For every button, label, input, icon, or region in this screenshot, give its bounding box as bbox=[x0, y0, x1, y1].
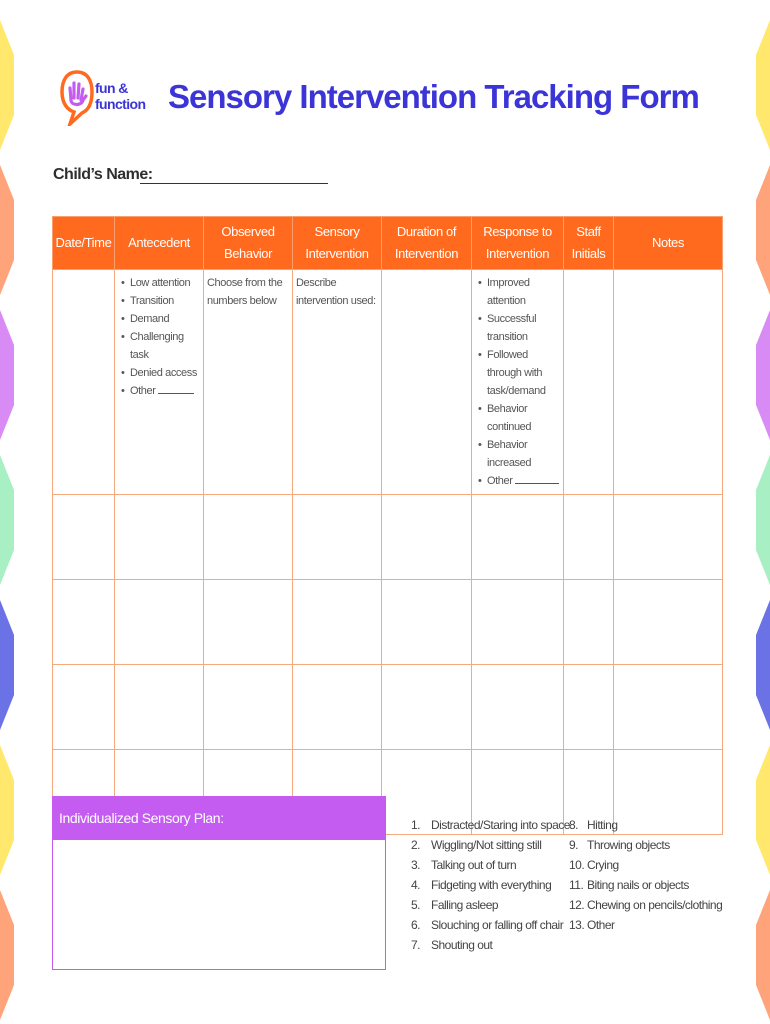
behavior-list-right bbox=[569, 815, 722, 935]
observed-hint: Choose from the numbers below bbox=[207, 277, 283, 307]
cell-response[interactable] bbox=[472, 495, 564, 580]
sensory-plan-box bbox=[52, 796, 386, 970]
header-observed-behavior: Observed Behavior bbox=[204, 217, 293, 270]
edge-chevron bbox=[756, 20, 770, 150]
list-item-other: • Other bbox=[121, 382, 200, 400]
cell-observed-behavior[interactable] bbox=[204, 665, 293, 750]
cell-notes[interactable] bbox=[614, 665, 723, 750]
cell-sensory-intervention[interactable] bbox=[293, 495, 382, 580]
edge-chevron bbox=[756, 890, 770, 1020]
response-options bbox=[475, 274, 560, 490]
cell-duration[interactable] bbox=[382, 495, 472, 580]
antecedent-options bbox=[118, 274, 200, 400]
list-item: 1. Distracted/Staring into space bbox=[411, 818, 570, 832]
page-title: Sensory Intervention Tracking Form bbox=[168, 78, 699, 115]
edge-chevron bbox=[756, 745, 770, 875]
cell-date-time[interactable] bbox=[53, 665, 115, 750]
cell-sensory-intervention[interactable] bbox=[293, 580, 382, 665]
logo-text bbox=[95, 80, 145, 112]
list-item: 8. Hitting bbox=[569, 818, 618, 832]
left-edge-decoration bbox=[0, 0, 16, 1024]
table-header-row bbox=[53, 217, 723, 270]
list-item: • Challenging task bbox=[121, 328, 200, 364]
cell-duration[interactable] bbox=[382, 665, 472, 750]
edge-chevron bbox=[0, 455, 14, 585]
sensory-hint: Describe intervention used: bbox=[296, 277, 376, 307]
edge-chevron bbox=[756, 600, 770, 730]
list-item: • Followed through with task/demand bbox=[478, 346, 560, 400]
list-item: • Behavior increased bbox=[478, 436, 560, 472]
cell-duration[interactable] bbox=[382, 580, 472, 665]
list-item: • Low attention bbox=[121, 274, 200, 292]
header-staff-initials: Staff Initials bbox=[564, 217, 614, 270]
list-item: 13. Other bbox=[569, 918, 615, 932]
list-item: • Behavior continued bbox=[478, 400, 560, 436]
cell-antecedent[interactable] bbox=[115, 665, 204, 750]
edge-chevron bbox=[756, 455, 770, 585]
edge-chevron bbox=[0, 600, 14, 730]
list-item: 3. Talking out of turn bbox=[411, 858, 517, 872]
fun-and-function-logo bbox=[60, 70, 150, 126]
list-item: 12. Chewing on pencils/clothing bbox=[569, 898, 723, 912]
table-row bbox=[53, 580, 723, 665]
cell-staff-initials[interactable] bbox=[564, 495, 614, 580]
cell-notes[interactable] bbox=[614, 270, 723, 495]
edge-chevron bbox=[0, 165, 14, 295]
cell-observed-behavior[interactable] bbox=[204, 580, 293, 665]
cell-antecedent[interactable] bbox=[115, 270, 204, 495]
cell-staff-initials[interactable] bbox=[564, 580, 614, 665]
behavior-list-left bbox=[411, 815, 570, 955]
cell-date-time[interactable] bbox=[53, 495, 115, 580]
list-item: 11. Biting nails or objects bbox=[569, 878, 689, 892]
child-name-field[interactable] bbox=[140, 183, 328, 184]
cell-antecedent[interactable] bbox=[115, 495, 204, 580]
header-response: Response to Intervention bbox=[472, 217, 564, 270]
header-notes: Notes bbox=[614, 217, 723, 270]
list-item: 6. Slouching or falling off chair bbox=[411, 918, 564, 932]
logo-line-1: fun & bbox=[95, 80, 128, 96]
edge-chevron bbox=[0, 890, 14, 1020]
list-item: 4. Fidgeting with everything bbox=[411, 878, 552, 892]
cell-sensory-intervention[interactable] bbox=[293, 270, 382, 495]
cell-antecedent[interactable] bbox=[115, 580, 204, 665]
edge-chevron bbox=[756, 165, 770, 295]
other-blank[interactable] bbox=[515, 473, 559, 484]
header-antecedent: Antecedent bbox=[115, 217, 204, 270]
child-name-label: Child’s Name: bbox=[53, 166, 153, 183]
sensory-plan-label: Individualized Sensory Plan: bbox=[53, 797, 385, 839]
cell-observed-behavior[interactable] bbox=[204, 495, 293, 580]
list-item: 9. Throwing objects bbox=[569, 838, 670, 852]
cell-notes[interactable] bbox=[614, 495, 723, 580]
list-item: • Improved attention bbox=[478, 274, 560, 310]
cell-response[interactable] bbox=[472, 580, 564, 665]
cell-date-time[interactable] bbox=[53, 580, 115, 665]
table-row bbox=[53, 665, 723, 750]
list-item: • Transition bbox=[121, 292, 200, 310]
cell-observed-behavior[interactable] bbox=[204, 270, 293, 495]
list-item-other: • Other bbox=[478, 472, 560, 490]
header-duration: Duration of Intervention bbox=[382, 217, 472, 270]
right-edge-decoration bbox=[754, 0, 770, 1024]
sensory-plan-field[interactable] bbox=[53, 839, 385, 968]
list-item: • Successful transition bbox=[478, 310, 560, 346]
table-row bbox=[53, 270, 723, 495]
cell-sensory-intervention[interactable] bbox=[293, 665, 382, 750]
header-sensory-intervention: Sensory Intervention bbox=[293, 217, 382, 270]
list-item: 10. Crying bbox=[569, 858, 619, 872]
logo-line-2: function bbox=[95, 96, 146, 112]
edge-chevron bbox=[756, 310, 770, 440]
edge-chevron bbox=[0, 310, 14, 440]
cell-staff-initials[interactable] bbox=[564, 665, 614, 750]
list-item: • Denied access bbox=[121, 364, 200, 382]
edge-chevron bbox=[0, 20, 14, 150]
cell-notes[interactable] bbox=[614, 580, 723, 665]
list-item: 2. Wiggling/Not sitting still bbox=[411, 838, 542, 852]
other-blank[interactable] bbox=[158, 383, 194, 394]
table-row bbox=[53, 495, 723, 580]
cell-date-time[interactable] bbox=[53, 270, 115, 495]
edge-chevron bbox=[0, 745, 14, 875]
hand-speech-bubble-icon bbox=[60, 70, 94, 126]
cell-duration[interactable] bbox=[382, 270, 472, 495]
tracking-table bbox=[52, 216, 723, 835]
cell-staff-initials[interactable] bbox=[564, 270, 614, 495]
header-date-time: Date/Time bbox=[53, 217, 115, 270]
cell-response[interactable] bbox=[472, 665, 564, 750]
list-item: • Demand bbox=[121, 310, 200, 328]
list-item: 7. Shouting out bbox=[411, 938, 493, 952]
list-item: 5. Falling asleep bbox=[411, 898, 499, 912]
cell-response[interactable] bbox=[472, 270, 564, 495]
